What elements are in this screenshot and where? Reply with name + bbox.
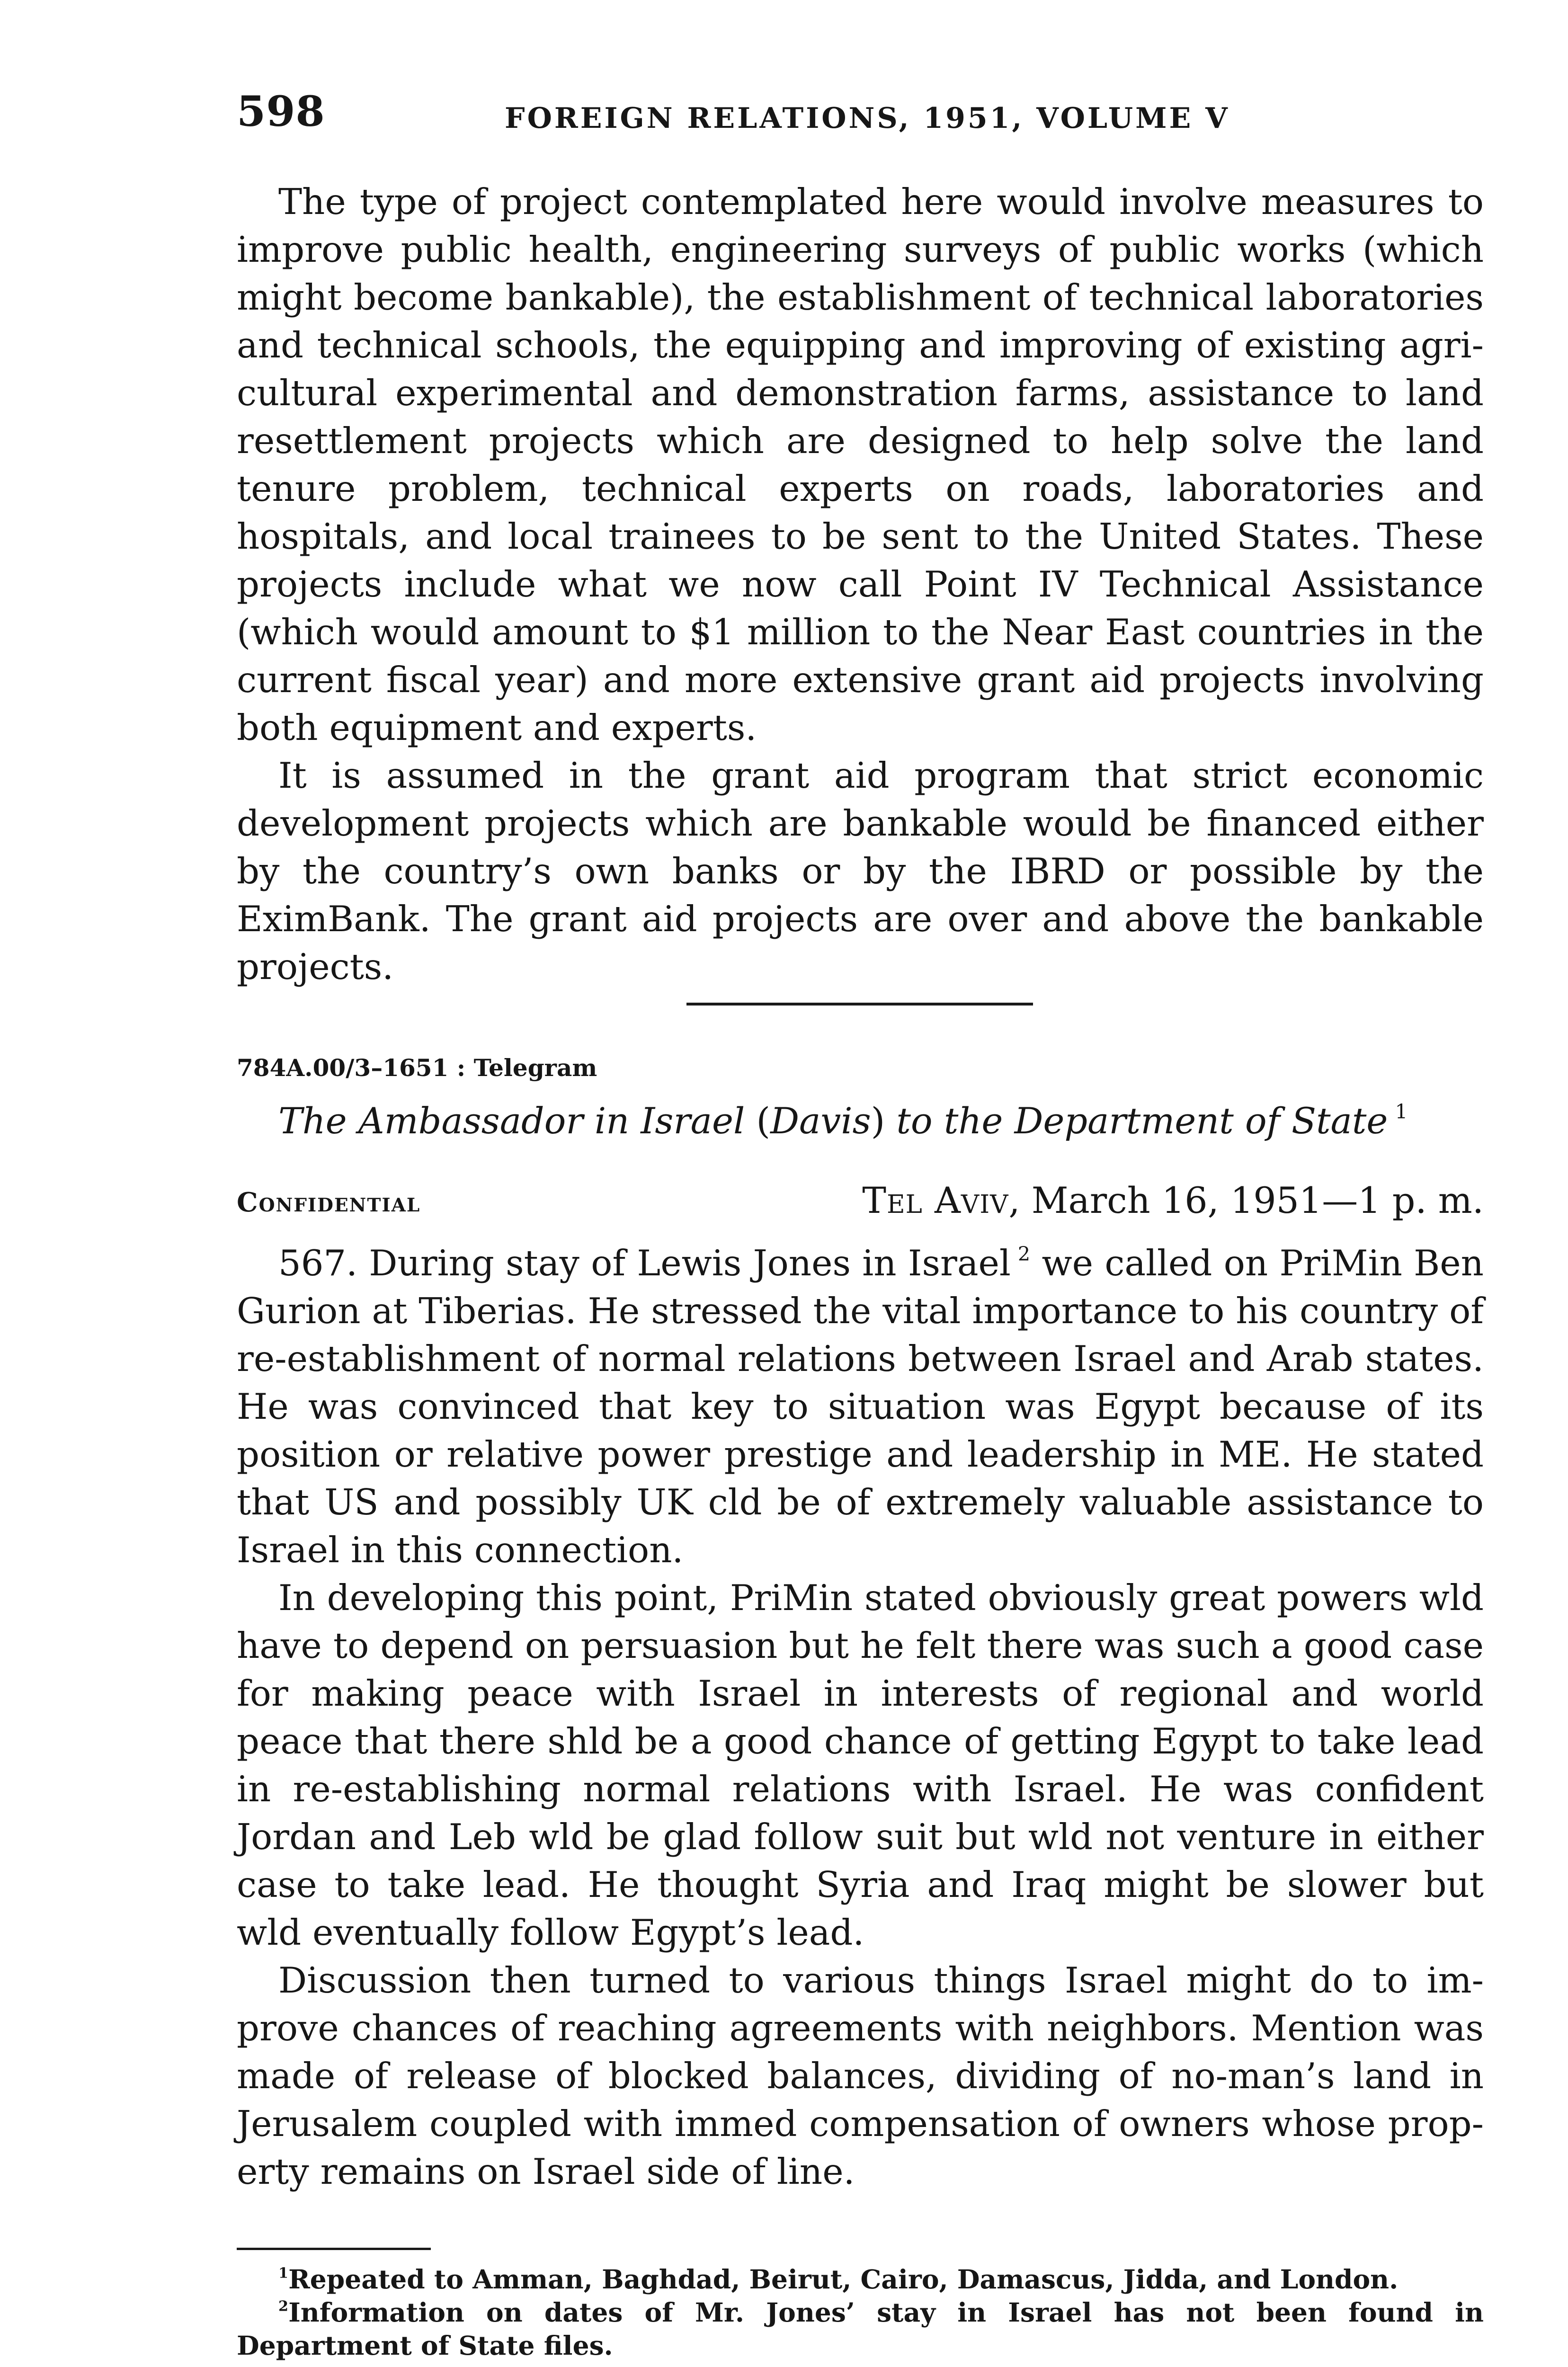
- telegram-body: [237, 1239, 1484, 2196]
- title-paren-open: (: [756, 1100, 771, 1142]
- telegram-paragraph-1: [237, 1239, 1484, 1574]
- document-title: [278, 1097, 1484, 1145]
- title-part-2: to the Department of State: [885, 1100, 1388, 1142]
- file-reference: 784A.00/3–1651 : Telegram: [237, 1054, 597, 1082]
- footnote-1: [237, 2263, 1484, 2296]
- title-part-1: The Ambassador in Israel: [278, 1100, 757, 1142]
- telegram-paragraph-3: Discussion then turned to various things Israel might do to improve chances of reaching agreements with neighbors. Mention was made of release of blocked balances, dividing of no-man’s land in Jerusalem coupled with immed compensation of owners whose property remains on Israel side of line.: [237, 1959, 1484, 2192]
- classification-label: Confidential: [237, 1187, 421, 1218]
- paragraph-1-text-start: 567. During stay of Lewis Jones in Israel: [278, 1242, 1011, 1284]
- intro-paragraph-1: The type of project contemplated here would involve measures to improve public health, engineering surveys of public works (which might become bankable), the establishment of technical laboratories and technical schools, the equipping and improving of existing agricultural experimental and demonstration farms, assistance to land resettlement projects which are designed to help solve the land tenure problem, technical experts on roads, laboratories and hospitals, and local trainees to be sent to the United States. These projects include what we now call Point IV Technical Assistance (which would amount to $1 million to the Near East countries in the current fiscal year) and more extensive grant aid projects involving both equipment and experts.: [237, 181, 1484, 748]
- footnote-2-text: Information on dates of Mr. Jones’ stay in Israel has not been found in Department of State files.: [237, 2297, 1484, 2361]
- footnote-1-text: Repeated to Amman, Baghdad, Beirut, Cairo, Damascus, Jidda, and London.: [288, 2264, 1399, 2295]
- intro-paragraph-2: It is assumed in the grant aid program that strict economic development projects which are bankable would be financed either by the country’s own banks or by the IBRD or possible by the EximBank. The grant aid projects are over and above the bankable projects.: [237, 755, 1484, 988]
- footnote-1-mark: 1: [278, 2265, 289, 2282]
- footnotes: [237, 2263, 1484, 2362]
- footnote-2-mark: 2: [278, 2298, 289, 2315]
- dateline: [862, 1177, 1484, 1224]
- telegram-paragraph-2: In developing this point, PriMin stated obviously great powers wld have to depend on persuasion but he felt there was such a good case for making peace with Israel in interests of regional and world peace that there shld be a good chance of getting Egypt to take lead in re-establishing normal relations with Israel. He was confident Jordan and Leb wld be glad follow suit but wld not venture in either case to take lead. He thought Syria and Iraq might be slower but wld eventually follow Egypt’s lead.: [237, 1577, 1484, 1953]
- footnote-rule: [237, 2248, 431, 2250]
- running-head: FOREIGN RELATIONS, 1951, VOLUME V: [505, 102, 1230, 135]
- dateline-date: , March 16, 1951—1 p. m.: [1008, 1179, 1484, 1221]
- page-number: 598: [237, 87, 325, 136]
- footnote-ref-2: 2: [1017, 1243, 1031, 1266]
- title-footnote-mark: 1: [1395, 1100, 1408, 1123]
- title-paren-close: ): [871, 1100, 885, 1142]
- paragraph-1-text-end: we called on PriMin Ben Gurion at Tiberias. He stressed the vital importance to his country of re-establishment of normal relations between Israel and Arab states. He was convinced that key to situation was Egypt because of its position or relative power prestige and leadership in ME. He stated that US and possibly UK cld be of extremely valuable assistance to Israel in this connection.: [237, 1242, 1484, 1571]
- footnote-2: [237, 2296, 1484, 2362]
- section-divider: [686, 1003, 1033, 1006]
- title-name: Davis: [770, 1100, 871, 1142]
- dateline-place: Tel Aviv: [862, 1179, 1009, 1221]
- intro-text: [237, 178, 1484, 991]
